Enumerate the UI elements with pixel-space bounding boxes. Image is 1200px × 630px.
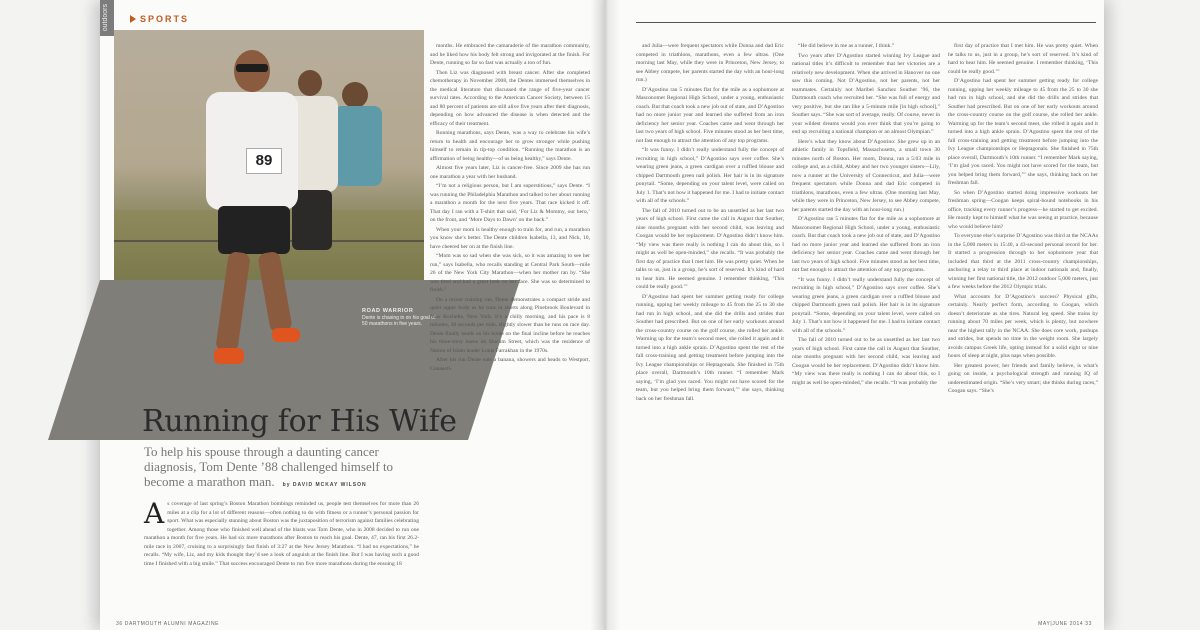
article-headline: Running for His Wife bbox=[142, 404, 457, 439]
runner-shorts bbox=[218, 206, 290, 254]
article-lead bbox=[144, 497, 419, 568]
paragraph: D’Agostino ran 5 minutes flat for the mile as a sophomore at Masconomet Regional High School, under a young, enthusiastic coach. But that coach took a new job out of state, and D’Agostino had no more junior year and learned she suffered from an iron deficiency her senior year. Coaches came and went through her last two years of high school. Five minutes stood as her best time, not fast enough to attract the attention of any top programs. bbox=[792, 216, 940, 273]
paragraph: D’Agostino had spent her summer getting ready for college running, upping her weekly mileage to 45 from the 25 to 30 she had run in high school, and she did the drills and strides that Souther had prescribed. But on one of her early workouts around the cross-country course on the golf course, she rolled her ankle. Warming up for the team’s second meet, she rolled it again and it turned into a high ankle sprain. D’Agostino spent the rest of the fall cross-training and getting treatment before jumping into the Ivy League championships or Heptagonals. She finished in 75th place overall, Dartmouth’s 10th runner. “I remember Mark saying, ‘I’m glad you raced. You might not have scored for the team, but you helped bring them forward,’” she says, thinking back on her freshman fall. bbox=[636, 293, 784, 402]
paragraph: Here’s what they know about D’Agostino: She grew up in an athletic family in Topsfield, Massachusetts, a small town 30 minutes north of Boston. Her mom, Donna, ran a 5:03 mile in college and, as a child, Abbey and her two younger sisters—Lily, now a runner at the University of Connecticut, and Julia—were frequent spectators while Donna and dad Eric competed in triathlons, marathons, even a few ultras. (One morning last May, while they were in Princeton, New Jersey, to see Abbey compete, her parents started the day with an hour-long run.) bbox=[792, 138, 940, 213]
paragraph: The fall of 2010 turned out to be an unsettled as her last two years of high school. First came the call in August that Souther, nine months pregnant with her second child, was leaving and Coogan would be her replacement. D’Agostino didn’t know him. “My view was there really is nothing I can do about this, so I might as well be open-minded,” she recalls. “It was probably the first day of practice that I met him. He was pretty quiet. When he talks to us, just in a group, he’s sort of reserved. It’s kind of hard to hear him. He seemed genuine. I remember thinking, ‘This could be really good.’” bbox=[636, 207, 784, 290]
spine-label: outdoors bbox=[102, 4, 109, 32]
runner-bib-number: 89 bbox=[255, 152, 273, 169]
runner-photo bbox=[114, 30, 436, 386]
right-page bbox=[604, 0, 1104, 630]
paragraph: D’Agostino had spent her summer getting ready for college running, upping her weekly mileage to 45 from the 25 to 30 she had run in high school, and she did the drills and strides that Souther had prescribed. But on one of her early workouts around the cross-country course on the golf course, she rolled her ankle. Warming up for the team’s second meet, she rolled it again and it turned into a high ankle sprain. D’Agostino spent the rest of the fall cross-training and getting treatment before jumping into the Ivy League championships or Heptagonals. She finished in 75th place overall, Dartmouth’s 10th runner. “I remember Mark saying, ‘I’m glad you raced. You might not have scored for the team, but you helped bring them forward,’” she says, thinking back on her freshman fall. bbox=[948, 78, 1098, 186]
left-page bbox=[100, 0, 604, 630]
runner-sunglasses bbox=[236, 64, 268, 72]
article-lead-text: s coverage of last spring’s Boston Marathon bombings reminded us, people test themselves for more than 26 miles at a clip for a lot of different reasons—often nothing to do with fitness or a runner’s personal passion for sport. What was especially stunning about Boston was the juxtaposition of terrorism against families celebrating together. Among those who finished well ahead of the blasts was Tom Dente, who in 2008 decided to run one marathon a month for five years. He had six more marathons after Boston to reach his goal. Dente, 47, ran his first 26.2-mile race in 2007, cruising to a surprisingly fast finish of 3:27 at the New Jersey Marathon. “I had no expectations,” he recalls. “My wife, Liz, and my kids thought they’d see a look of anguish at the finish line. But I was having such a good time I finished with a big smile.” That success encouraged Dente to run five more marathons during the ensuing 18 bbox=[144, 501, 419, 567]
runner-figure-mid bbox=[298, 70, 322, 96]
article-dek bbox=[144, 444, 416, 489]
paragraph: and Julia—were frequent spectators while Donna and dad Eric competed in triathlons, marathons, even a few ultras. (One morning last May, while they were in Princeton, New Jersey, to see Abbey compete, her parents started the day with an hour-long run.) bbox=[636, 43, 784, 83]
runner-figure-back bbox=[342, 82, 368, 108]
section-label: SPORTS bbox=[140, 14, 190, 24]
paragraph: “It was funny. I didn’t really understand fully the concept of recruiting in high school,” D’Agostino says over coffee. She’s wearing green jeans, a green cardigan over a ruffled blouse and chipped Dartmouth green nail polish. Her hair is in its signature ponytail. “Some, depending on your talent level, were called on July 1. That’s not how it happened for me. I had to initiate contact with all of the schools.” bbox=[792, 276, 940, 334]
drop-cap: A bbox=[144, 497, 165, 530]
paragraph: D’Agostino ran 5 minutes flat for the mile as a sophomore at Masconomet Regional High School, under a young, enthusiastic coach. But that coach took a new job out of state, and D’Agostino had no more junior year and learned she suffered from an iron deficiency her senior year. Coaches came and went through her last two years of high school. Five minutes stood as her best time, not fast enough to attract the attention of any top programs. bbox=[636, 86, 784, 144]
right-column-3 bbox=[948, 42, 1098, 397]
paragraph: Then Liz was diagnosed with breast cancer. After she completed chemotherapy in November 2008, the Dentes immersed themselves in the medical literature that discussed the range of five-year cancer survival rates. According to the American Cancer Society, between 15 and 80 percent of patients are still alive five years after their diagnosis, depending on how advanced the disease is when detected and the efficacy of their treatment. bbox=[430, 69, 590, 127]
paragraph: So when D’Agostino started doing impressive workouts her freshman spring—Coogan keeps spiral-bound notebooks in his office, tracking every runner’s progress—he started to get excited. He mostly kept to himself what he was seeing at practice, because who would believe him? bbox=[948, 189, 1098, 230]
paragraph: What accounts for D’Agostino’s success? Physical gifts, certainly. Nearly perfect form, according to Coogan, which doesn’t deteriorate as she tires. Natural leg speed. She trains by running about 70 miles per week, which is plenty, but nowhere near the highest tally in the NCAA. She does core work, pushups and strides, but spends no time in the weight room. She largely avoids campus Greek life, opting instead for a solid eight or nine hours of sleep at night, plus naps when possible. bbox=[948, 293, 1098, 359]
paragraph: Two years after D’Agostino started winning Ivy League and national titles it’s difficult to remember that her victories are a relatively new development. When she arrived in Hanover no one saw this coming. Not D’Agostino, not her parents, not her teammates. Certainly not Maribel Sanchez Souther ’96, the Dartmouth coach who recruited her. “She was full of energy and very positive, but she ran like a 5-minute mile [in high school],” Souther says. “She was sort of average, really. Of course, never in your wildest dreams would you ever think that you’re going to end up recruiting a national champion or an almost Olympian.” bbox=[792, 52, 940, 135]
paragraph: “It was funny. I didn’t really understand fully the concept of recruiting in high school,” D’Agostino says over coffee. She’s wearing green jeans, a green cardigan over a ruffled blouse and chipped Dartmouth green nail polish. Her hair is in its signature ponytail. “Some, depending on your talent level, were called on July 1. That’s not how it happened for me. I had to initiate contact with all of the schools.” bbox=[636, 147, 784, 204]
runner-shoe-left bbox=[214, 348, 244, 364]
right-column-2 bbox=[792, 42, 940, 388]
article-byline: by DAVID MCKAY WILSON bbox=[282, 482, 367, 488]
paragraph: first day of practice that I met him. He was pretty quiet. When he talks to us, just in a group, he’s sort of reserved. It’s kind of hard to hear him. He seemed genuine. I remember thinking, ‘This could be really good.’” bbox=[948, 43, 1098, 75]
photo-caption-title: ROAD WARRIOR bbox=[362, 308, 414, 314]
right-folio: MAY|JUNE 2014 33 bbox=[1038, 621, 1092, 627]
paragraph: On a recent training run, Dente demonstrates a compact stride and quiet upper body as he runs in shorts along Pinebrook Boulevard in New Rochelle, New York. It’s a chilly morning, and his pace is 8 minutes, 30 seconds per mile, slightly slower than he runs on race day. Dente finally heads on his home on the final incline before he reaches his three-story home on Slocum Street, which was the residence of Nation of Islam leader Louis Farrakhan in the 1970s. bbox=[430, 296, 590, 354]
paragraph: Almost five years later, Liz is cancer-free. Since 2009 she has run one marathon a year with her husband. bbox=[430, 165, 590, 180]
runner-bib bbox=[246, 148, 282, 174]
paragraph: Running marathons, says Dente, was a way to celebrate his wife’s return to health and encourage her to grow stronger while pushing himself to remain in tip-top condition. “Running the marathon is an affirmation of being healthy—of us being healthy,” says Dente. bbox=[430, 130, 590, 162]
left-folio: 36 DARTMOUTH ALUMNI MAGAZINE bbox=[116, 621, 220, 627]
paragraph: “I’m not a religious person, but I am superstitious,” says Dente. “I was running the Philadelphia Marathon and talked to her about running a marathon a month for the next five years. That race kicked it off. That day I ran with a T-shirt that said, ‘For Liz & Mommy, our hero,’ on the front, and ‘More Days to Dawn’ on the back.” bbox=[430, 183, 590, 223]
article-dek-text: To help his spouse through a daunting cancer diagnosis, Tom Dente ’88 challenged himself to become a marathon man. bbox=[144, 444, 394, 489]
runner-figure-back-body bbox=[334, 106, 382, 186]
paragraph: Her greatest power, her friends and family believe, is what’s going on inside, a psychological strength and running IQ of underestimated origin. “She’s very smart; she thinks during races,” Coogan says. “She’s bbox=[948, 362, 1098, 394]
paragraph: To everyone else’s surprise D’Agostino was third at the NCAAs in the 5,000 meters in 15:40, a 43-second personal record for her. It started a progression through to her sophomore year that included that third at the 2011 cross-country championships, anchoring a relay to third place at indoor nationals and, finally, winning her first national title, the 2012 outdoor 5,000 meters, just a few weeks before the 2012 Olympic trials. bbox=[948, 233, 1098, 290]
right-column-1 bbox=[636, 42, 784, 404]
section-flag-icon bbox=[130, 15, 136, 23]
runner-shoe-right bbox=[272, 328, 300, 342]
photo-caption-text: Dente is chasing in on his goal of 50 marathons in five years. bbox=[362, 315, 436, 327]
top-rule bbox=[636, 22, 1096, 23]
paragraph: “Mom was so sad when she was sick, so it was amazing to see her run,” says Isabella, who recalls standing at Central Park South—mile 26 of the New York City Marathon—when her mother ran by. “She was tired and had a great look on her face. She was so determined to finish.” bbox=[430, 253, 590, 293]
paragraph: The fall of 2010 turned out to be as unsettled as her last two years of high school. First came the call in August that Souther, nine months pregnant with her second child, was leaving and Coogan would be her replacement. D’Agostino didn’t know him. “My view was there really is nothing I can do about this, so I might as well be open-minded,” she recalls. “It was probably the bbox=[792, 337, 940, 386]
left-column bbox=[430, 42, 590, 374]
photo-caption bbox=[362, 308, 436, 327]
runner-figure-mid-legs bbox=[292, 190, 332, 250]
paragraph: “He did believe in me as a runner, I think.” bbox=[798, 43, 895, 49]
spine-tab bbox=[100, 0, 114, 36]
paragraph: After his run Dente eats a banana, showers and heads to Westport, Connecti- bbox=[430, 357, 590, 372]
paragraph: months. He embraced the camaraderie of the marathon community, and he liked how his body felt strong and invigorated at the finish. For Dente, running so far so fast was actually a ton of fun. bbox=[430, 43, 590, 66]
paragraph: When your mom is healthy enough to train for, and run, a marathon you know she’s better. The Dente children Isabella, 13, and Nick, 10, have cheered her on at the finish line. bbox=[430, 226, 590, 250]
